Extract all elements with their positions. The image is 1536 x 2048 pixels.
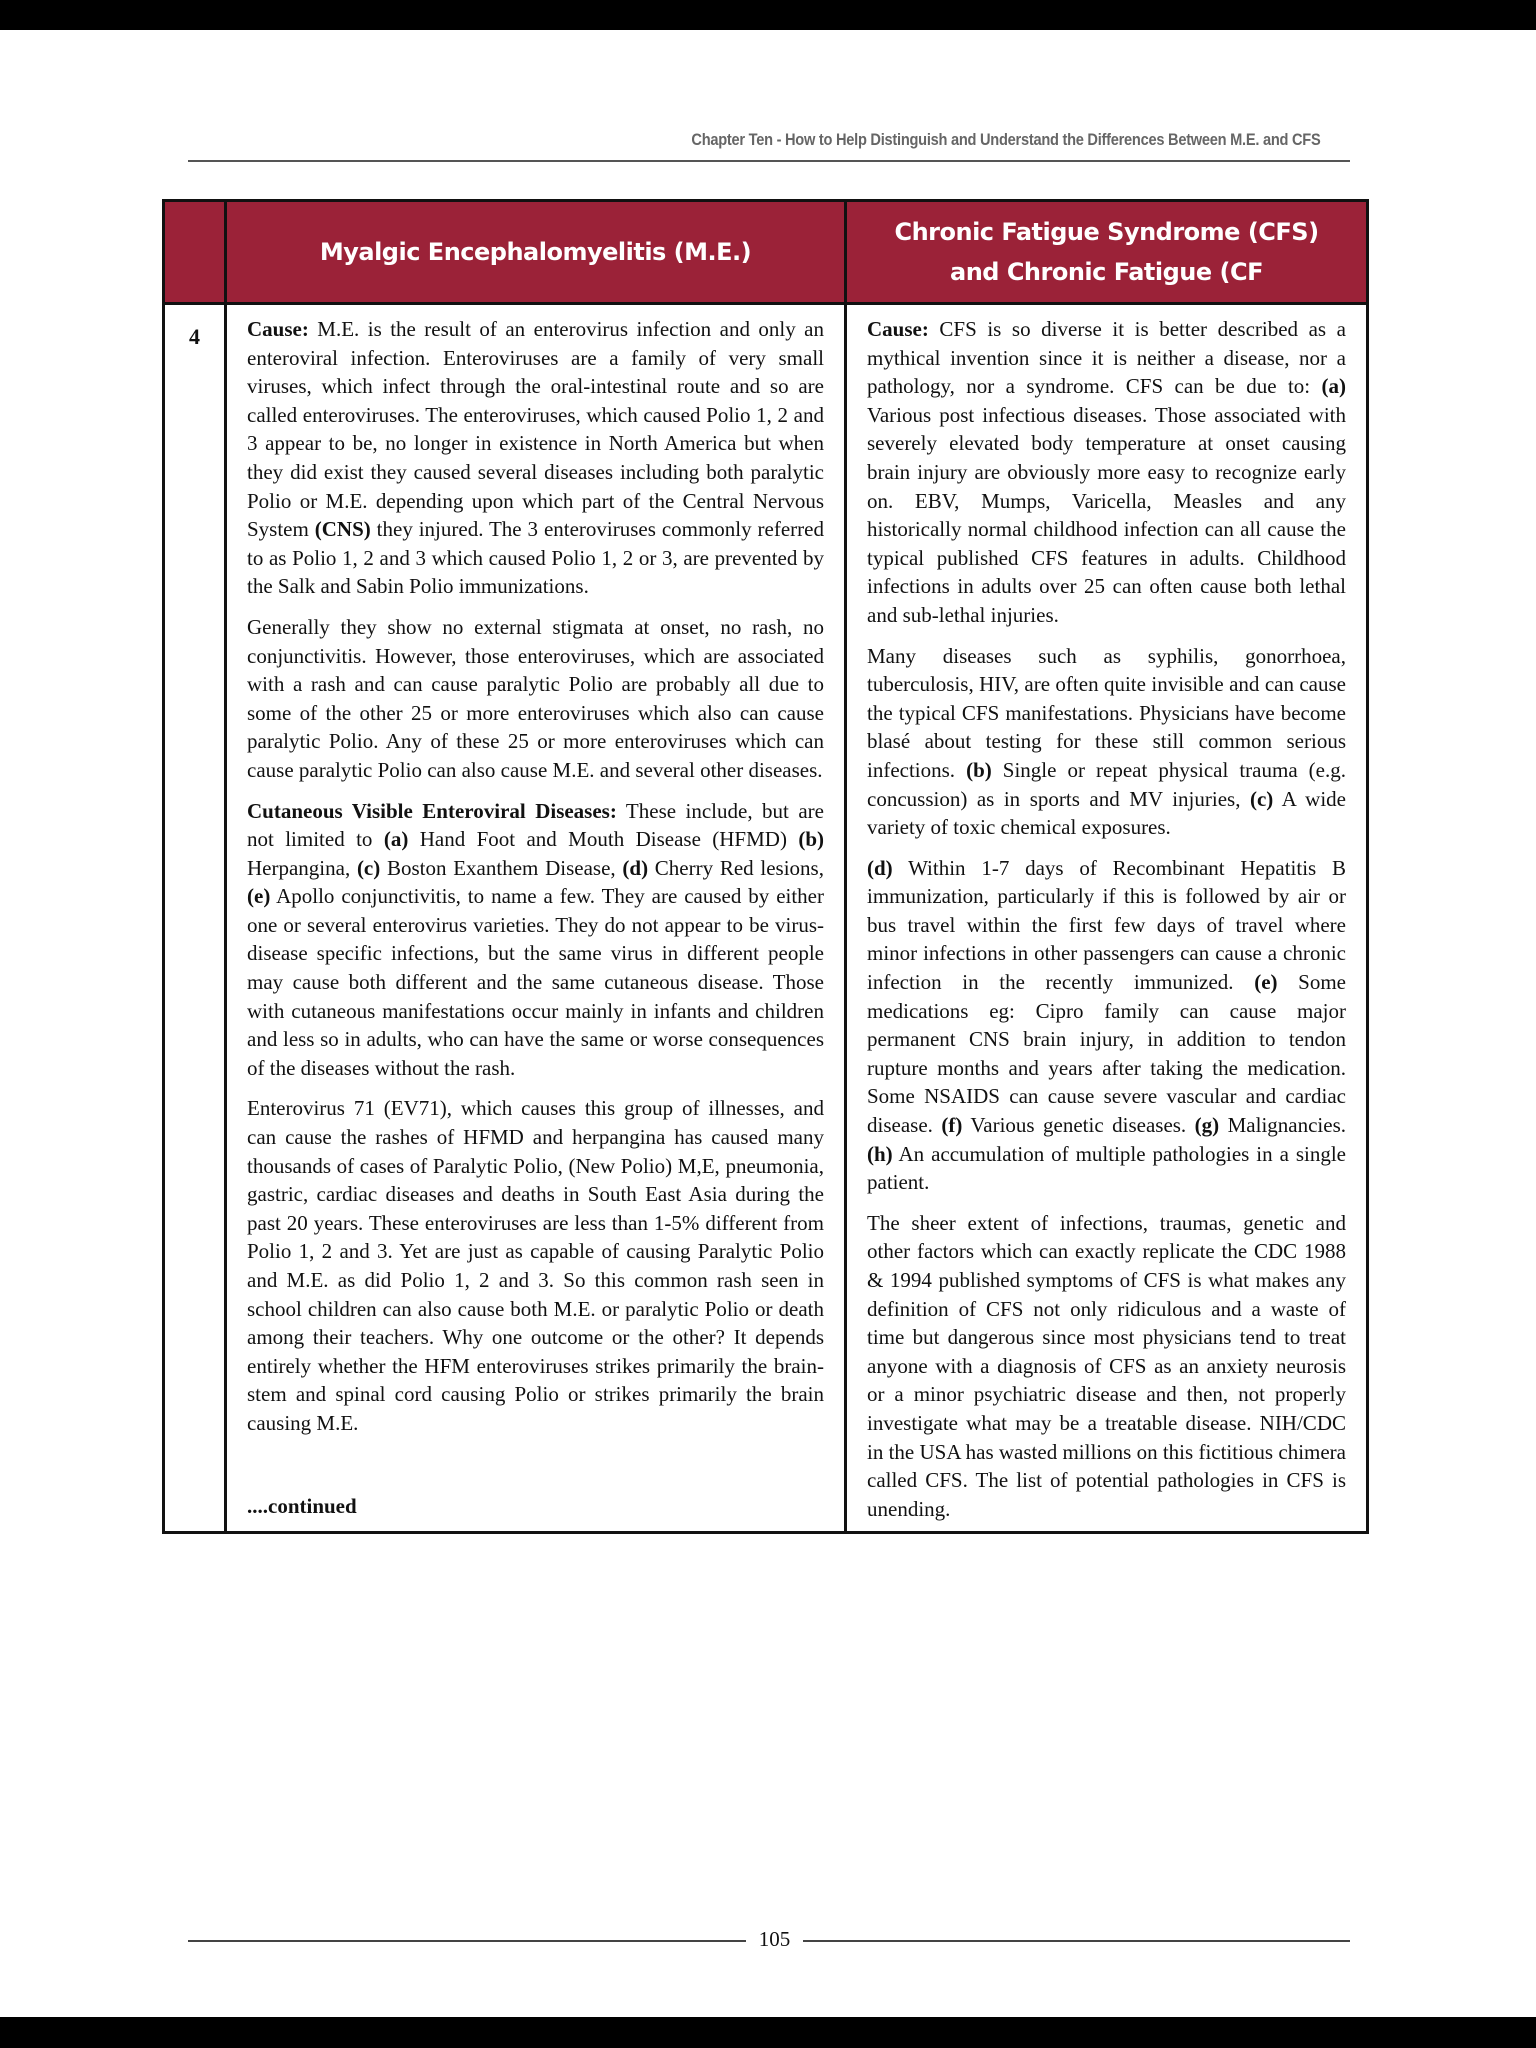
me-paragraph-cutaneous [247,797,824,1083]
comparison-table [162,199,1369,1534]
cfs-cause-label: Cause: [867,317,929,341]
list-marker: (a) [1321,374,1346,399]
me-cutaneous-text: Boston Exanthem Disease, [380,855,623,880]
page-footer [188,1925,1350,1955]
cfs-immunization-text: Malignancies. [1219,1113,1346,1138]
cfs-paragraph-extent: The sheer extent of infections, traumas, genetic and other factors which can exactly replicate the CDC 1988 & 1994 published symptoms of CFS is what makes any definition of CFS not only ridiculous and a waste of time but dangerous since most physicians tend to treat anyone with a diagnosis of CFS as an anxiety neurosis or a minor psychiatric disease and then, not properly investigate what may be a treatable disease. NIH/CDC in the USA has wasted millions on this fictitious chimera called CFS. The list of potential pathologies in CFS is unending. [867,1210,1346,1521]
cfs-cause-text: Various post infectious diseases. Those associated with severely elevated body temperature at onset causing brain injury are obviously more easy to recognize early on. EBV, Mumps, Varicella, Measles and any historically normal childhood infection can all cause the typical published CFS features in adults. Childhood infections in adults over 25 can often cause both lethal and sub-lethal injuries. [867,402,1346,627]
list-marker: (e) [247,884,271,909]
header-me-title: Myalgic Encephalomyelitis (M.E.) [319,238,752,266]
me-cutaneous-text: These include, but are not limited to [247,798,824,852]
chapter-title: Chapter Ten - How to Help Distinguish and Understand the Differences Between M.E. and CFS [690,130,1320,149]
list-marker: (c) [356,855,381,880]
footer-rule-right [803,1940,1350,1942]
me-cause-text-2: they injured. The 3 enteroviruses commonly referred to as Polio 1, 2 and 3 which caused Polio 1, 2 or 3, are prevented by the Salk and Sabin Polio immunizations. [247,517,824,599]
me-cutaneous-text: Apollo conjunctivitis, to name a few. They are caused by either one or several enterovirus varieties. They do not appear to be virus-disease specific infections, but the same virus in different people may cause both different and the same cutaneous disease. Those with cutaneous manifestations occur mainly in infants and children and less so in adults, who can have the same or worse consequences of the diseases without the rash. [247,884,824,1080]
table-header-row [164,201,1368,304]
footer-rule-left [188,1940,746,1942]
cfs-paragraph-diseases [867,642,1346,842]
cfs-diseases-text: A wide variety of toxic chemical exposures. [867,786,1346,840]
cfs-diseases-text: Single or repeat physical trauma (e.g. concussion) as in sports and MV injuries, [867,757,1346,811]
me-cutaneous-text: Cherry Red lesions, [648,855,824,880]
me-cutaneous-label: Cutaneous Visible Enteroviral Diseases: [247,798,617,823]
continued-label: ....continued [247,1493,357,1518]
me-cns-term: (CNS) [314,517,371,542]
me-paragraph-cause [247,315,824,601]
list-marker: (b) [798,827,824,852]
running-header [188,116,1350,162]
list-marker: (b) [966,757,992,782]
list-marker: (c) [1249,786,1274,811]
page-number: 105 [758,1927,791,1951]
list-marker: (e) [1254,970,1278,995]
me-paragraph-ev71: Enterovirus 71 (EV71), which causes this group of illnesses, and can cause the rashes of HFMD and herpangina has caused many thousands of cases of Paralytic Polio, (New Polio) M,E, pneumonia, gastric, cardiac diseases and deaths in South East Asia during the past 20 years. These enteroviruses are less than 1-5% different from Polio 1, 2 and 3. Yet are just as capable of causing Paralytic Polio and M.E. as did Polio 1, 2 and 3. So this common rash seen in school children can also cause both M.E. or paralytic Polio or death among their teachers. Why one outcome or the other? It depends entirely whether the HFM enteroviruses strikes primarily the brain-stem and spinal cord causing Polio or strikes primarily the brain causing M.E. [247,1096,824,1435]
list-marker: (h) [867,1141,893,1166]
cfs-immunization-text: Various genetic diseases. [962,1113,1195,1138]
cfs-diseases-text: Many diseases such as syphilis, gonorrhoea, tuberculosis, HIV, are often quite invisible and can cause the typical CFS manifestations. Physicians have become blasé about testing for these still common serious infections. [867,643,1346,782]
header-number-cell [164,201,226,304]
me-cutaneous-text: Hand Foot and Mouth Disease (HFMD) [408,827,799,852]
document-page [0,30,1536,2017]
me-cause-text: M.E. is the result of an enterovirus infection and only an enteroviral infection. Enteroviruses are a family of very small viruses, which infect through the oral-intestinal route and so are called enteroviruses. The enteroviruses, which caused Polio 1, 2 and 3 appear to be, no longer in existence in North America but when they did exist they caused several diseases including both paralytic Polio or M.E. depending upon which part of the Central Nervous System [247,317,824,542]
table-row [164,304,1368,1533]
header-me [226,201,846,304]
header-cfs-line1: Chronic Fatigue Syndrome (CFS) [894,218,1319,246]
list-marker: (g) [1194,1113,1220,1138]
cfs-paragraph-cause [867,315,1346,630]
row-number: 4 [164,304,226,1533]
cfs-immunization-text: Within 1-7 days of Recombinant Hepatitis B immunization, particularly if this is followed by air or bus travel within the first few days of travel where minor infections in other passengers can cause a chronic infection in the recently immunized. [867,855,1346,995]
me-cutaneous-text: Herpangina, [247,855,357,880]
list-marker: (d) [622,855,649,880]
me-cause-label: Cause: [247,317,309,341]
cfs-immunization-text: Some medications eg: Cipro family can cause major permanent CNS brain injury, in addition to tendon rupture months and years after taking the medication. Some NSAIDS can cause severe vascular and cardiac disease. [867,970,1346,1138]
list-marker: (a) [383,827,409,852]
header-cfs [846,201,1368,304]
me-paragraph-stigmata: Generally they show no external stigmata at onset, no rash, no conjunctivitis. However, those enteroviruses, which are associated with a rash and can cause paralytic Polio are probably all due to some of the other 25 or more enteroviruses which also can cause paralytic Polio. Any of these 25 or more enteroviruses which can cause paralytic Polio can also cause M.E. and several other diseases. [247,614,824,782]
cfs-paragraph-immunization [867,854,1346,1197]
cfs-cell [846,304,1368,1533]
cfs-cause-text: CFS is so diverse it is better described as a mythical invention since it is neither a disease, nor a pathology, nor a syndrome. CFS can be due to: [867,317,1346,399]
list-marker: (f) [941,1113,963,1138]
me-cell [226,304,846,1533]
header-cfs-line2: and Chronic Fatigue (CF [950,258,1263,286]
list-marker: (d) [867,855,893,880]
cfs-immunization-text: An accumulation of multiple pathologies in a single patient. [867,1141,1346,1195]
